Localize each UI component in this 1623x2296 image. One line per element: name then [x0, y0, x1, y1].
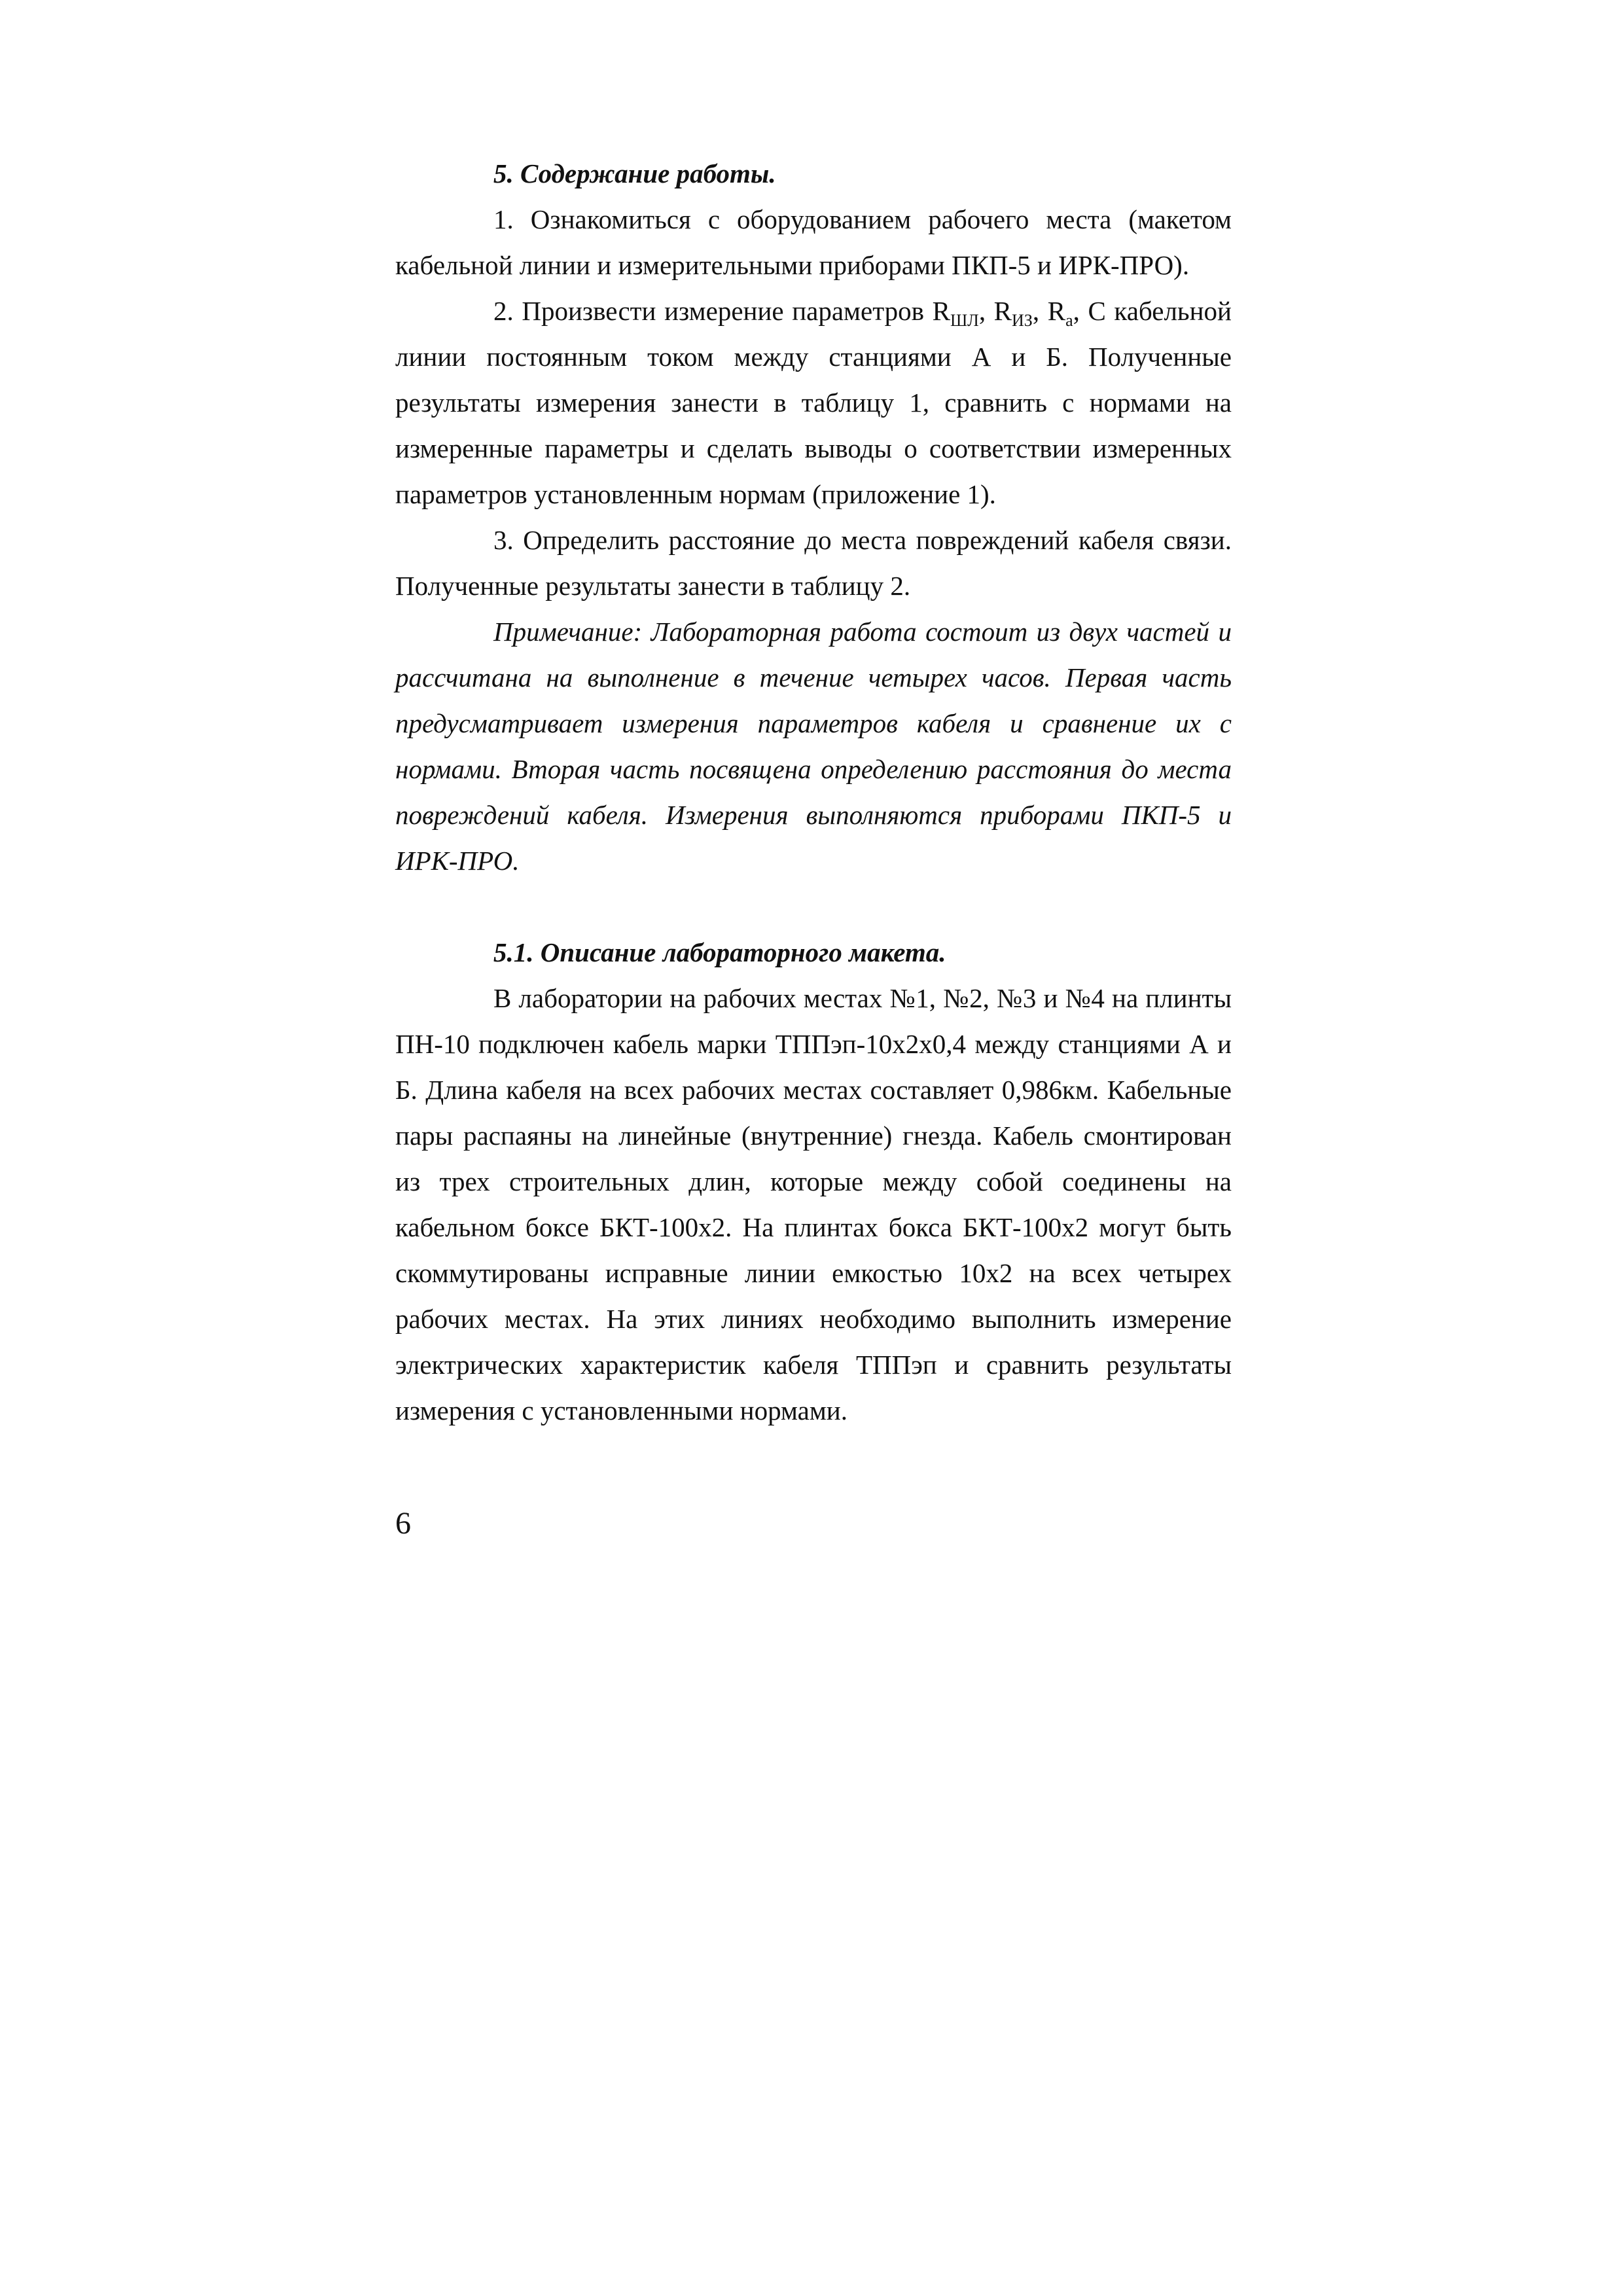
step-3-paragraph: 3. Определить расстояние до места повреждений кабеля связи. Полученные результаты занести в таблицу 2.	[395, 525, 1232, 601]
step-2-text-start: 2. Произвести измерение параметров R	[493, 296, 950, 326]
section-5-heading: 5. Содержание работы.	[493, 158, 776, 188]
r-subscript-a: а	[1065, 311, 1073, 331]
step-1-paragraph: 1. Ознакомиться с оборудованием рабочего места (макетом кабельной линии и измерительными приборами ПКП-5 и ИРК-ПРО).	[395, 204, 1232, 280]
section-spacer	[395, 884, 1232, 929]
step-2-separator-1: , R	[978, 296, 1012, 326]
page-content	[395, 151, 1232, 1433]
step-2-separator-2: , R	[1032, 296, 1066, 326]
step-2-paragraph	[395, 288, 1232, 517]
page-number: 6	[395, 1506, 411, 1541]
note-paragraph: Примечание: Лабораторная работа состоит из двух частей и рассчитана на выполнение в течение четырех часов. Первая часть предусматривает измерения параметров кабеля и сравнение их с нормами. Вторая часть посвящена определению расстояния до места повреждений кабеля. Измерения выполняются приборами ПКП-5 и ИРК-ПРО.	[395, 617, 1232, 876]
r-subscript-iz: ИЗ	[1012, 311, 1033, 331]
step-2-text-end: , С кабельной линии постоянным током между станциями А и Б. Полученные результаты измерения занести в таблицу 1, сравнить с нормами на измеренные параметры и сделать выводы о соответствии измеренных параметров установленным нормам (приложение 1).	[395, 296, 1232, 509]
section-5-1-heading: 5.1. Описание лабораторного макета.	[493, 937, 946, 967]
r-subscript-shl: ШЛ	[950, 311, 979, 331]
lab-setup-paragraph: В лаборатории на рабочих местах №1, №2, №3 и №4 на плинты ПН-10 подключен кабель марки ТППэп-10х2х0,4 между станциями А и Б. Длина кабеля на всех рабочих местах составляет 0,986км. Кабельные пары распаяны на линейные (внутренние) гнезда. Кабель смонтирован из трех строительных длин, которые между собой соединены на кабельном боксе БКТ-100х2. На плинтах бокса БКТ-100х2 могут быть скоммутированы исправные линии емкостью 10х2 на всех четырех рабочих местах. На этих линиях необходимо выполнить измерение электрических характеристик кабеля ТППэп и сравнить результаты измерения с установленными нормами.	[395, 983, 1232, 1426]
